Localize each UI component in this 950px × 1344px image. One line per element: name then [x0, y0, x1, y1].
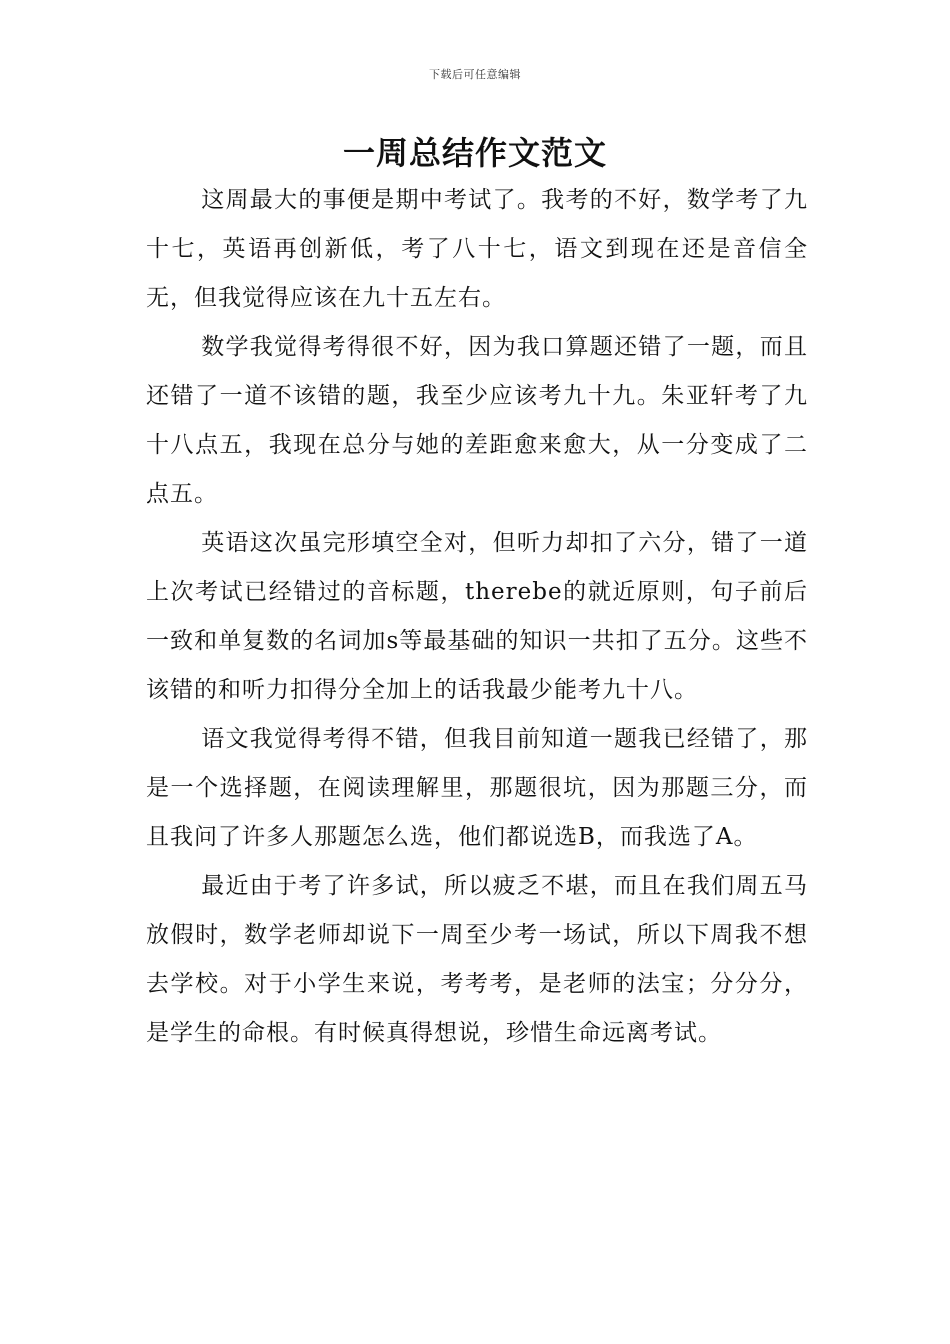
header-note: 下载后可任意编辑	[429, 68, 521, 81]
paragraph-1: 这周最大的事便是期中考试了。我考的不好，数学考了九十七，英语再创新低，考了八十七，语文到现在还是音信全无，但我觉得应该在九十五左右。	[146, 187, 808, 311]
paragraph-4: 语文我觉得考得不错，但我目前知道一题我已经错了，那是一个选择题，在阅读理解里，那题很坑，因为那题三分，而且我问了许多人那题怎么选，他们都说选B，而我选了A。	[146, 726, 808, 850]
paragraph-5: 最近由于考了许多试，所以疲乏不堪，而且在我们周五马放假时，数学老师却说下一周至少考一场试，所以下周我不想去学校。对于小学生来说，考考考，是老师的法宝；分分分，是学生的命根。有时候真得想说，珍惜生命远离考试。	[146, 873, 808, 1046]
paragraph-2: 数学我觉得考得很不好，因为我口算题还错了一题，而且还错了一道不该错的题，我至少应该考九十九。朱亚轩考了九十八点五，我现在总分与她的差距愈来愈大，从一分变成了二点五。	[146, 334, 808, 507]
document-body	[146, 176, 808, 1058]
paragraph-3: 英语这次虽完形填空全对，但听力却扣了六分，错了一道上次考试已经错过的音标题，therebe的就近原则，句子前后一致和单复数的名词加s等最基础的知识一共扣了五分。这些不该错的和听力扣得分全加上的话我最少能考九十八。	[146, 530, 808, 703]
document-title: 一周总结作文范文	[342, 134, 607, 172]
